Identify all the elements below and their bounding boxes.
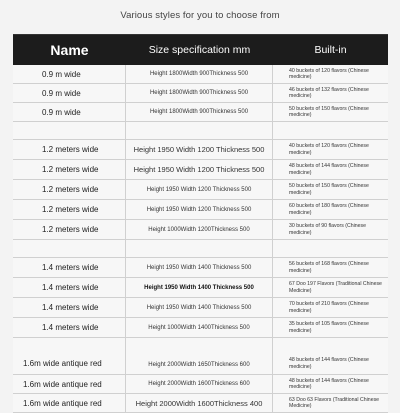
- cell-size: Height 2000Width 1650Thickness 600: [126, 338, 273, 374]
- cell-name: 1.2 meters wide: [13, 180, 126, 199]
- cell-size: Height 1950 Width 1400 Thickness 500: [126, 278, 273, 297]
- cell-name: 1.4 meters wide: [13, 258, 126, 277]
- spacer-cell: [273, 240, 388, 257]
- cell-size: Height 1800Width 900Thickness 500: [126, 103, 273, 121]
- cell-size: Height 1950 Width 1400 Thickness 500: [126, 298, 273, 317]
- table-row: [13, 394, 388, 413]
- spacer-cell: [13, 122, 126, 139]
- cell-name: 1.2 meters wide: [13, 200, 126, 219]
- cell-size: Height 2000Width 1600Thickness 400: [126, 394, 273, 412]
- spacer-cell: [13, 240, 126, 257]
- cell-size: Height 2000Width 1600Thickness 600: [126, 375, 273, 393]
- spacer-cell: [273, 122, 388, 139]
- table-row: [13, 140, 388, 160]
- cell-builtin: 70 buckets of 210 flavors (Chinese medicine): [289, 301, 369, 314]
- table-row: [13, 200, 388, 220]
- cell-name: 1.2 meters wide: [13, 140, 126, 159]
- table-row: [13, 220, 388, 240]
- cell-size: Height 1000Width 1200Thickness 500: [126, 220, 273, 239]
- cell-size: Height 1950 Width 1200 Thickness 500: [126, 140, 273, 159]
- spacer-cell: [126, 240, 273, 257]
- cell-builtin: 48 buckets of 144 flavors (Chinese medicine): [289, 377, 369, 390]
- cell-builtin: 63 Doo 63 Flavors (Traditional Chinese Medicine): [289, 396, 380, 409]
- cell-size: Height 1950 Width 1200 Thickness 500: [126, 160, 273, 179]
- header-size: Size specification mm: [148, 44, 251, 56]
- cell-builtin: 56 buckets of 168 flavors (Chinese medicine): [289, 261, 369, 274]
- cell-builtin: 46 buckets of 132 flavors (Chinese medicine): [289, 86, 369, 99]
- cell-builtin: 67 Doo 197 Flavors (Traditional Chinese Medicine): [289, 281, 382, 294]
- spacer-cell: [126, 122, 273, 139]
- cell-builtin: 40 buckets of 120 flavors (Chinese medicine): [289, 67, 369, 80]
- table-row: [13, 258, 388, 278]
- table-row: [13, 278, 388, 298]
- cell-name: 0.9 m wide: [13, 84, 126, 102]
- table-header: [13, 35, 388, 65]
- cell-name: 0.9 m wide: [13, 103, 126, 121]
- cell-name: 1.4 meters wide: [13, 298, 126, 317]
- cell-builtin: 40 buckets of 120 flavors (Chinese medicine): [289, 143, 369, 156]
- table-row: [13, 338, 388, 375]
- cell-size: Height 1950 Width 1400 Thickness 500: [126, 258, 273, 277]
- cell-builtin: 48 buckets of 144 flavors (Chinese medicine): [289, 357, 369, 370]
- cell-builtin: 50 buckets of 150 flavors (Chinese medicine): [289, 183, 369, 196]
- table-row: [13, 103, 388, 122]
- table-row: [13, 65, 388, 84]
- cell-name: 1.6m wide antique red: [13, 375, 126, 393]
- table-row: [13, 375, 388, 394]
- cell-size: Height 1800Width 900Thickness 500: [126, 65, 273, 83]
- cell-builtin: 48 buckets of 144 flavors (Chinese medicine): [289, 163, 369, 176]
- cell-builtin: 30 buckets of 90 flavors (Chinese medicine): [289, 223, 366, 236]
- cell-builtin: 60 buckets of 180 flavors (Chinese medicine): [289, 203, 369, 216]
- table-row: [13, 160, 388, 180]
- table-row: [13, 298, 388, 318]
- spacer-row: [13, 122, 388, 140]
- header-name: Name: [50, 42, 89, 58]
- cell-size: Height 1950 Width 1200 Thickness 500: [126, 200, 273, 219]
- table-row: [13, 84, 388, 103]
- cell-builtin: 50 buckets of 150 flavors (Chinese medicine): [289, 105, 369, 118]
- page-title: Various styles for you to choose from: [120, 10, 280, 21]
- cell-name: 1.4 meters wide: [13, 278, 126, 297]
- cell-size: Height 1950 Width 1200 Thickness 500: [126, 180, 273, 199]
- cell-size: Height 1000Width 1400Thickness 500: [126, 318, 273, 337]
- header-builtin: Built-in: [314, 44, 347, 56]
- cell-name: 1.2 meters wide: [13, 220, 126, 239]
- cell-name: 1.4 meters wide: [13, 318, 126, 337]
- spec-table: [13, 34, 388, 413]
- table-row: [13, 180, 388, 200]
- spacer-row: [13, 240, 388, 258]
- cell-name: 1.2 meters wide: [13, 160, 126, 179]
- cell-name: 1.6m wide antique red: [13, 394, 126, 412]
- cell-builtin: 35 buckets of 105 flavors (Chinese medicine): [289, 321, 369, 334]
- cell-name: 1.6m wide antique red: [13, 338, 126, 374]
- cell-size: Height 1800Width 900Thickness 500: [126, 84, 273, 102]
- cell-name: 0.9 m wide: [13, 65, 126, 83]
- table-row: [13, 318, 388, 338]
